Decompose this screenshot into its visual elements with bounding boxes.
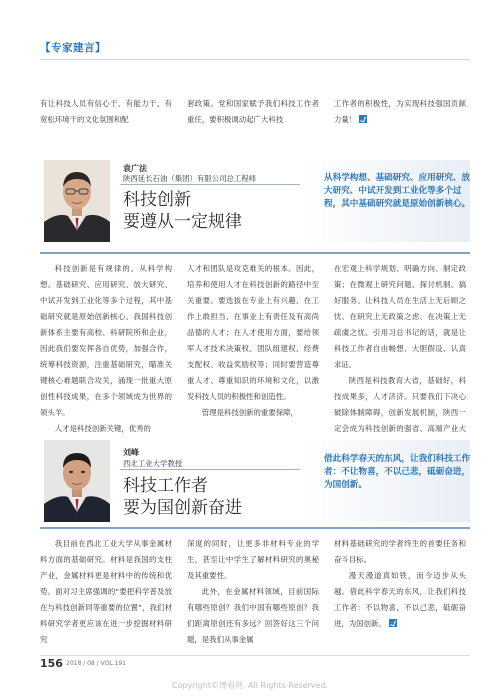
article2-paragraph-last: 漫天漫道真如铁，而今迈步从头越。借此科学春天的东风，让我们科技工作者：不以物喜，不以己悲，砥砺奋进，为国创新。 bbox=[334, 571, 466, 628]
article2-column-2 bbox=[187, 536, 319, 648]
article2-pull-quote: 借此科学春天的东风，让我们科技工作者：不让物喜，不以己悲，砥砺奋进，为国创新。 bbox=[324, 454, 471, 490]
footer-rule bbox=[40, 655, 470, 656]
article1-paragraph: 人才和团队是攻克难关的根本。因此，培养和使用人才在科技创新的路径中至关重要。要选拔在专业上有兴趣、在工作上敢担当、在事业上有责任及有高尚品德的人才；在人才使用方面，要给领军人才技术决策权、团队组建权、经费支配权、收益奖励权等；同时要营造尊重人才、尊重知识的环境和文化，以激发科技人员的积极性和创造性。 bbox=[187, 264, 319, 401]
article1-paragraph-last: 陕西是科技教育大省，基础好，科技成果多，人才济济。只要我们下决心破除体制障碍，创新发展机制，陕西一定会成为科技创新的强省、高端产业大 bbox=[334, 373, 466, 453]
article1-column-2 bbox=[187, 261, 319, 421]
intro-column-2 bbox=[187, 96, 319, 128]
end-mark-icon bbox=[389, 619, 397, 627]
article1-headline-line2: 要遵从一定规律 bbox=[123, 212, 242, 232]
author2-rule bbox=[120, 469, 300, 470]
author1-name: 袁广法 bbox=[123, 164, 147, 173]
author1-rule bbox=[120, 184, 300, 185]
author2-name: 刘峰 bbox=[123, 448, 139, 457]
intro-column-1 bbox=[40, 96, 172, 128]
author2-title: 西北工业大学教授 bbox=[123, 459, 183, 468]
intro-text-3: 工作者的积极性，为实现科技强国贡献力量！ bbox=[334, 99, 466, 124]
article1-paragraph: 在宏观上科学规划、明确方向、制定政策；在微观上研究问题、探讨机制、搞好服务。让科技人员在生活上无后顾之忧、在研究上无政策之虑、在决策上无疏虞之忧、引用习总书记的话，就是让科技工作者自由畅想、大胆假设、认真求证。 bbox=[334, 264, 466, 369]
article2-headline bbox=[123, 475, 242, 519]
article2-paragraph: 深度的同时，让更多非材料专业的学生，甚至让中学生了解材料研究的奥秘及其重要性。 bbox=[187, 539, 319, 580]
author1-portrait bbox=[44, 160, 110, 242]
issue-info: 2018 / 08 / VOL.191 bbox=[66, 660, 126, 667]
intro-text-1: 有让科技人员有信心干、有能力干、有宽松环境干的文化氛围和配 bbox=[40, 99, 172, 124]
article1-pull-quote: 从科学构想、基础研究、应用研究、放大研究、中试开发到工业化等多个过程，其中基础研究就是原始创新核心。 bbox=[324, 173, 471, 209]
copyright-notice: Copyright©博看网. All Rights Reserved. bbox=[171, 681, 329, 690]
article1-column-1 bbox=[40, 261, 172, 437]
article1-headline-line1: 科技创新 bbox=[123, 190, 191, 210]
article1-column-3 bbox=[334, 261, 466, 453]
article2-column-1 bbox=[40, 536, 172, 648]
article2-separator bbox=[40, 527, 470, 529]
article1-paragraph: 人才是科技创新关键，优秀的 bbox=[54, 424, 151, 433]
article1-separator bbox=[40, 252, 470, 254]
end-mark-icon bbox=[359, 115, 367, 123]
intro-column-3 bbox=[334, 96, 466, 128]
author2-portrait bbox=[44, 440, 110, 522]
article2-headline-line1: 科技工作者 bbox=[123, 476, 208, 496]
article2-paragraph: 此外，在金属材料领域，目前国际有哪些原创？我们中国有哪些原创？我们距离原创还有多远？回答好这三个问题，是我们从事金属 bbox=[187, 587, 319, 644]
article2-paragraph: 我目前在西北工业大学从事金属材料方面的基础研究。材料是我国的支柱产业，金属材料更是材料中的传统和优势。面对习主席强调的“要把科学普及放在与科技创新同等重要的位置”，我们材料研究学者更应该在进一步挖掘材料研究 bbox=[40, 539, 172, 644]
author1-title: 陕西延长石油（集团）有限公司总工程师 bbox=[123, 174, 257, 183]
article2-headline-line2: 要为国创新奋进 bbox=[123, 498, 242, 518]
article1-headline bbox=[123, 189, 242, 233]
page-number: 156 bbox=[40, 657, 63, 670]
section-divider bbox=[40, 59, 470, 60]
article1-paragraph: 管理是科技创新的重要保障， bbox=[201, 408, 298, 417]
intro-text-2: 套政策。党和国家赋予我们科技工作者重任，要积极调动起广大科技 bbox=[187, 99, 319, 124]
article1-paragraph: 科技创新是有规律的。从科学构想、基础研究、应用研究、放大研究、中试开发到工业化等多个过程，其中基础研究就是原始创新核心。我国科技创新体系主要有高校、科研院所和企业，因此我们要发挥各自优势，加强合作，统筹科技资源，注重基础研究，瞄准关键核心难题联合攻关，涌现一批重大原创性科技成果，在多个领域成为世界的领头羊。 bbox=[40, 264, 172, 417]
article2-column-3 bbox=[334, 536, 466, 632]
section-tag: 【专家建言】 bbox=[40, 42, 106, 54]
article2-paragraph: 材料基础研究的学者终生的首要任务和奋斗目标。 bbox=[334, 539, 466, 564]
